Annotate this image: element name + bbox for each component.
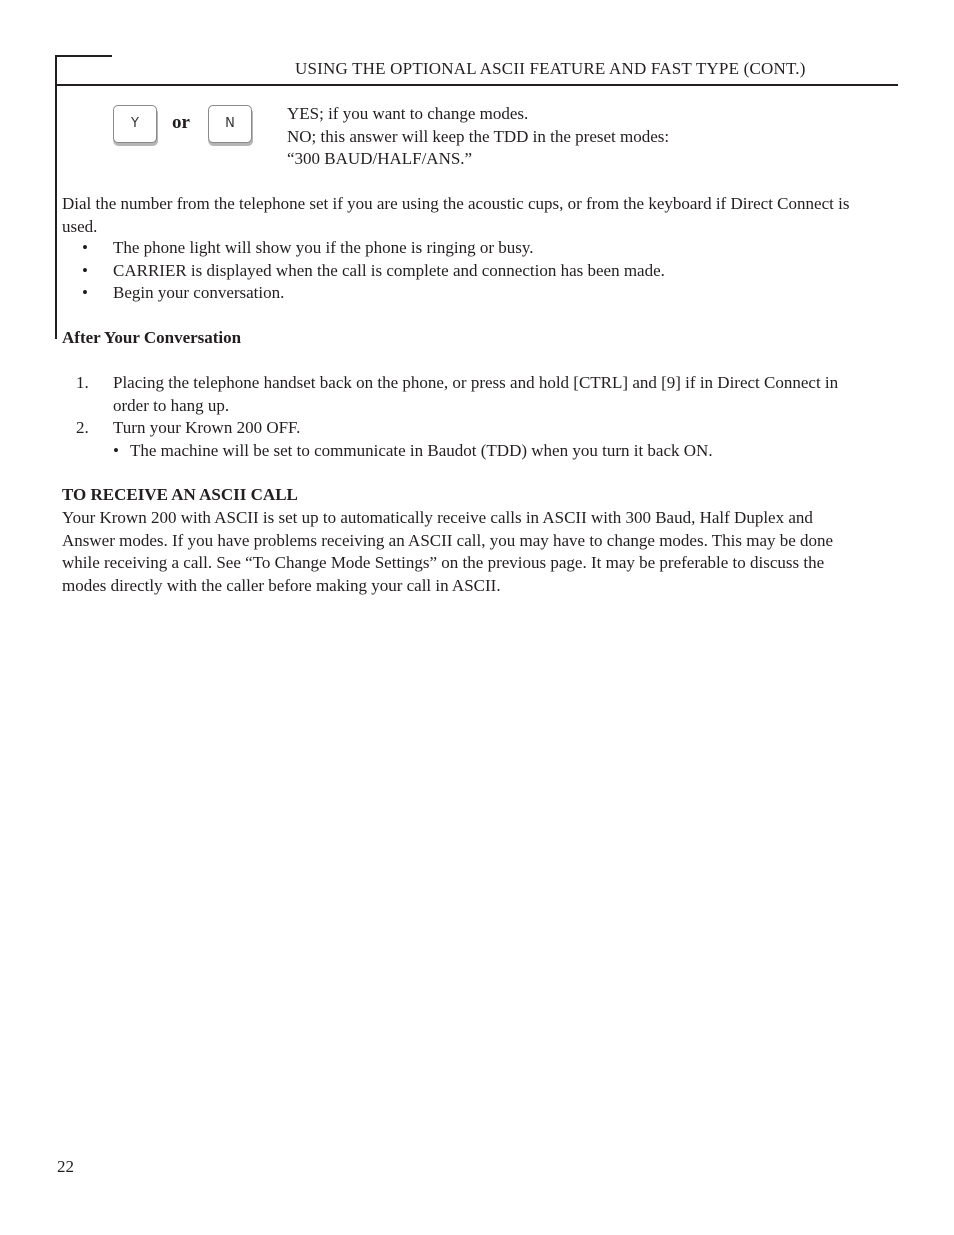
header-tab-left-rule (55, 55, 57, 339)
bullet-text: Begin your conversation. (113, 283, 285, 302)
list-item (62, 237, 862, 260)
step-number: 2. (76, 418, 89, 437)
yes-answer-text: YES; if you want to change modes. (287, 104, 529, 123)
sub-bullet-text: The machine will be set to communicate in Baudot (TDD) when you turn it back ON. (130, 440, 713, 460)
answer-descriptions (287, 103, 887, 171)
page-number: 22 (57, 1157, 74, 1176)
list-item (62, 282, 862, 305)
step-text: Turn your Krown 200 OFF. (113, 418, 301, 437)
n-key-icon: N (208, 105, 252, 143)
bullet-icon: • (82, 260, 88, 280)
list-item (62, 440, 852, 463)
y-key-icon: Y (113, 105, 157, 143)
list-item (62, 417, 852, 440)
dial-paragraph: Dial the number from the telephone set if you are using the acoustic cups, or from the keyboard if Direct Connect is used. (62, 194, 850, 236)
list-item (62, 260, 862, 283)
step-text: Placing the telephone handset back on the phone, or press and hold [CTRL] and [9] if in Direct Connect in order to hang up. (113, 373, 839, 415)
page-header-title: USING THE OPTIONAL ASCII FEATURE AND FAST TYPE (CONT.) (295, 59, 806, 78)
or-label: or (172, 112, 190, 133)
bullet-icon: • (113, 440, 119, 460)
step-number: 1. (76, 373, 89, 392)
bullet-icon: • (82, 283, 88, 302)
bullet-icon: • (82, 238, 88, 257)
header-rule (56, 84, 898, 86)
preset-modes-text: “300 BAUD/HALF/ANS.” (287, 149, 473, 168)
receive-ascii-heading: TO RECEIVE AN ASCII CALL (62, 485, 298, 504)
no-answer-text: NO; this answer will keep the TDD in the preset modes: (287, 126, 670, 146)
receive-ascii-paragraph: Your Krown 200 with ASCII is set up to automatically receive calls in ASCII with 300 Baud, Half Duplex and Answer modes. If you have problems receiving an ASCII call, you may have to change modes. This may be done while receiving a call. See “To Change Mode Settings” on the previous page. It may be preferable to discuss the modes directly with the caller before making your call in ASCII. (62, 508, 834, 595)
header-tab-top-rule (56, 55, 112, 57)
dial-bullet-list (62, 237, 862, 305)
after-conversation-heading: After Your Conversation (62, 328, 242, 347)
bullet-text: CARRIER is displayed when the call is complete and connection has been made. (113, 260, 665, 280)
list-item (62, 372, 852, 417)
after-conversation-steps (62, 372, 852, 462)
bullet-text: The phone light will show you if the phone is ringing or busy. (113, 238, 534, 257)
